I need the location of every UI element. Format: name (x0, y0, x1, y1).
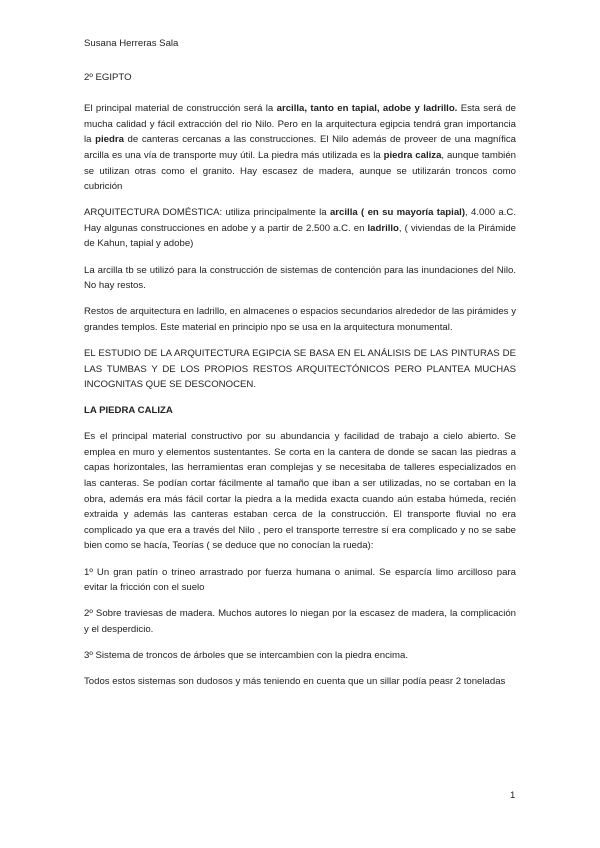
bold-run: ladrillo (367, 222, 399, 234)
bold-run: arcilla, tanto en tapial, adobe y ladrillo. (276, 103, 458, 115)
theory-2: 2º Sobre traviesas de madera. Muchos autores lo niegan por la escasez de madera, la complicación y el desperdicio. (84, 608, 516, 635)
text-run: El principal material de construcción será la (84, 103, 277, 115)
author-header: Susana Herreras Sala (84, 38, 179, 49)
theory-3: 3º Sistema de troncos de árboles que se intercambien con la piedra encima. (84, 649, 409, 661)
subsection-title-text: LA PIEDRA CALIZA (84, 405, 173, 417)
bold-run: piedra caliza (383, 149, 442, 161)
text-run: Esta será de mucha calidad y fácil extracción del rio Nilo. Pero en la arquitectura egipcia tendrá gran importancia la (84, 103, 516, 146)
paragraph-materials (84, 101, 516, 195)
page-number: 1 (510, 790, 516, 801)
paragraph-conclusion: Todos estos sistemas son dudosos y más teniendo en cuenta que un sillar podía peasr 2 toneladas (84, 676, 506, 687)
bold-run: arcilla ( en su mayoría tapial) (329, 207, 466, 219)
paragraph-limestone: Es el principal material constructivo por su abundancia y facilidad de trabajo a cielo abierto. Se emplea en muro y elementos sustentantes. Se corta en la cantera de donde se sacan las piedras a capas horizontales, las herramientas eran complejas y se necesitaba de talleres especializados en las canteras. Se podían cortar fácilmente al tamaño que iban a ser utilizadas, no se cortaban en la obra, además era más fácil cortar la piedra a la medida exacta cuando aún estaba húmeda, recién extraida y además las canteras estaban cerca de la construcción. El transporte fluvial no era complicado ya que era a través del Nilo , pero el transporte terrestre sí era complicado y no se sabe bien como se hacía, Teorías ( se deduce que no conocían la rueda): (84, 431, 516, 552)
subsection-title (84, 403, 516, 419)
section-title: 2º EGIPTO (84, 71, 132, 83)
paragraph-clay-containment: La arcilla tb se utilizó para la construcción de sistemas de contención para las inundaciones del Nilo. No hay restos. (84, 264, 516, 292)
paragraph-domestic-architecture (84, 205, 516, 252)
text-run: , 4.000 a.C. Hay algunas construcciones en adobe y a partir de 2.500 a.C. en (84, 207, 516, 234)
text-run: , ( viviendas de la Pirámide de Kahun, tapial y adobe) (84, 222, 516, 250)
paragraph-brick-remains: Restos de arquitectura en ladrillo, en almacenes o espacios secundarios alrededor de las pirámides y grandes templos. Este material en principio npo se usa en la arquitectura monumental. (84, 306, 516, 333)
bold-run: piedra (95, 134, 124, 146)
text-run: ARQUITECTURA DOMÉSTICA: utiliza principalmente la (84, 207, 330, 219)
theory-1: 1º Un gran patín o trineo arrastrado por fuerza humana o animal. Se esparcía limo arcilloso para evitar la fricción con el suelo (84, 566, 516, 594)
text-run: de canteras cercanas a las construcciones. El Nilo además de proveer de una magnífica arcilla es una vía de transporte muy útil. La piedra más utilizada es la (84, 134, 516, 161)
paragraph-study-note: EL ESTUDIO DE LA ARQUITECTURA EGIPCIA SE BASA EN EL ANÁLISIS DE LAS PINTURAS DE LAS TUMBAS Y DE LOS PROPIOS RESTOS ARQUITECTÓNICOS PERO PLANTEA MUCHAS INCOGNITAS QUE SE DESCONOCEN. (84, 347, 516, 391)
text-run: , aunque también se utilizan otras como el granito. Hay escasez de madera, aunque se utilizarán troncos como cubrición (84, 149, 516, 193)
